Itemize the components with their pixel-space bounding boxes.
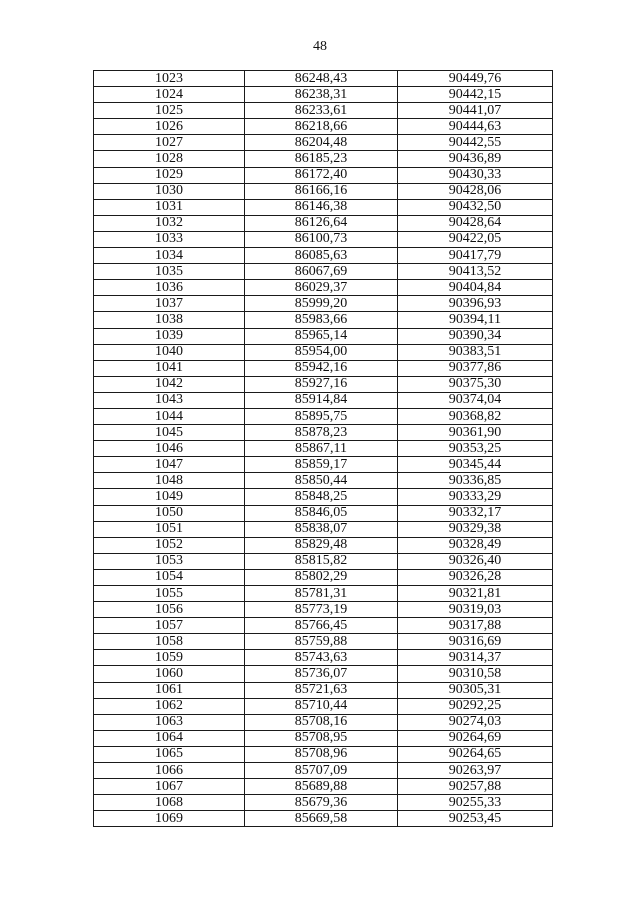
point-number-cell: 1053 xyxy=(94,553,245,569)
y-coordinate-cell: 90255,33 xyxy=(398,795,553,811)
x-coordinate-cell: 85846,05 xyxy=(245,505,398,521)
table-row xyxy=(94,811,553,827)
coordinates-table-body xyxy=(94,71,553,827)
point-number-cell: 1060 xyxy=(94,666,245,682)
x-coordinate-cell: 86067,69 xyxy=(245,264,398,280)
point-number-cell: 1023 xyxy=(94,71,245,87)
y-coordinate-cell: 90383,51 xyxy=(398,344,553,360)
y-coordinate-cell: 90328,49 xyxy=(398,537,553,553)
y-coordinate-cell: 90264,65 xyxy=(398,746,553,762)
point-number-cell: 1034 xyxy=(94,248,245,264)
table-row xyxy=(94,344,553,360)
table-row xyxy=(94,521,553,537)
point-number-cell: 1050 xyxy=(94,505,245,521)
table-row xyxy=(94,425,553,441)
table-row xyxy=(94,312,553,328)
y-coordinate-cell: 90396,93 xyxy=(398,296,553,312)
y-coordinate-cell: 90444,63 xyxy=(398,119,553,135)
table-row xyxy=(94,489,553,505)
point-number-cell: 1026 xyxy=(94,119,245,135)
x-coordinate-cell: 85773,19 xyxy=(245,602,398,618)
x-coordinate-cell: 85689,88 xyxy=(245,779,398,795)
y-coordinate-cell: 90336,85 xyxy=(398,473,553,489)
point-number-cell: 1056 xyxy=(94,602,245,618)
table-row xyxy=(94,71,553,87)
x-coordinate-cell: 86146,38 xyxy=(245,199,398,215)
y-coordinate-cell: 90305,31 xyxy=(398,682,553,698)
y-coordinate-cell: 90316,69 xyxy=(398,634,553,650)
x-coordinate-cell: 86029,37 xyxy=(245,280,398,296)
point-number-cell: 1068 xyxy=(94,795,245,811)
table-row xyxy=(94,537,553,553)
y-coordinate-cell: 90377,86 xyxy=(398,360,553,376)
x-coordinate-cell: 85721,63 xyxy=(245,682,398,698)
y-coordinate-cell: 90413,52 xyxy=(398,264,553,280)
y-coordinate-cell: 90442,55 xyxy=(398,135,553,151)
x-coordinate-cell: 85708,16 xyxy=(245,714,398,730)
y-coordinate-cell: 90263,97 xyxy=(398,763,553,779)
table-row xyxy=(94,746,553,762)
y-coordinate-cell: 90310,58 xyxy=(398,666,553,682)
point-number-cell: 1069 xyxy=(94,811,245,827)
y-coordinate-cell: 90449,76 xyxy=(398,71,553,87)
y-coordinate-cell: 90321,81 xyxy=(398,586,553,602)
table-row xyxy=(94,280,553,296)
x-coordinate-cell: 86238,31 xyxy=(245,87,398,103)
table-row xyxy=(94,698,553,714)
x-coordinate-cell: 86172,40 xyxy=(245,167,398,183)
x-coordinate-cell: 85781,31 xyxy=(245,586,398,602)
point-number-cell: 1032 xyxy=(94,215,245,231)
x-coordinate-cell: 85802,29 xyxy=(245,569,398,585)
table-row xyxy=(94,167,553,183)
y-coordinate-cell: 90417,79 xyxy=(398,248,553,264)
x-coordinate-cell: 85710,44 xyxy=(245,698,398,714)
y-coordinate-cell: 90319,03 xyxy=(398,602,553,618)
point-number-cell: 1046 xyxy=(94,441,245,457)
x-coordinate-cell: 85927,16 xyxy=(245,376,398,392)
x-coordinate-cell: 85965,14 xyxy=(245,328,398,344)
x-coordinate-cell: 85838,07 xyxy=(245,521,398,537)
table-row xyxy=(94,553,553,569)
point-number-cell: 1042 xyxy=(94,376,245,392)
point-number-cell: 1036 xyxy=(94,280,245,296)
x-coordinate-cell: 85983,66 xyxy=(245,312,398,328)
x-coordinate-cell: 85679,36 xyxy=(245,795,398,811)
table-row xyxy=(94,618,553,634)
x-coordinate-cell: 85999,20 xyxy=(245,296,398,312)
x-coordinate-cell: 86233,61 xyxy=(245,103,398,119)
table-row xyxy=(94,602,553,618)
table-row xyxy=(94,248,553,264)
x-coordinate-cell: 85759,88 xyxy=(245,634,398,650)
point-number-cell: 1029 xyxy=(94,167,245,183)
y-coordinate-cell: 90333,29 xyxy=(398,489,553,505)
table-row xyxy=(94,87,553,103)
x-coordinate-cell: 85766,45 xyxy=(245,618,398,634)
y-coordinate-cell: 90375,30 xyxy=(398,376,553,392)
table-row xyxy=(94,763,553,779)
y-coordinate-cell: 90442,15 xyxy=(398,87,553,103)
x-coordinate-cell: 86218,66 xyxy=(245,119,398,135)
x-coordinate-cell: 85954,00 xyxy=(245,344,398,360)
y-coordinate-cell: 90361,90 xyxy=(398,425,553,441)
x-coordinate-cell: 85829,48 xyxy=(245,537,398,553)
point-number-cell: 1059 xyxy=(94,650,245,666)
y-coordinate-cell: 90292,25 xyxy=(398,698,553,714)
table-row xyxy=(94,215,553,231)
table-row xyxy=(94,682,553,698)
table-row xyxy=(94,296,553,312)
table-row xyxy=(94,183,553,199)
x-coordinate-cell: 86204,48 xyxy=(245,135,398,151)
point-number-cell: 1061 xyxy=(94,682,245,698)
x-coordinate-cell: 85736,07 xyxy=(245,666,398,682)
point-number-cell: 1035 xyxy=(94,264,245,280)
x-coordinate-cell: 85878,23 xyxy=(245,425,398,441)
x-coordinate-cell: 85942,16 xyxy=(245,360,398,376)
y-coordinate-cell: 90436,89 xyxy=(398,151,553,167)
x-coordinate-cell: 86100,73 xyxy=(245,231,398,247)
table-row xyxy=(94,586,553,602)
table-row xyxy=(94,473,553,489)
point-number-cell: 1039 xyxy=(94,328,245,344)
point-number-cell: 1048 xyxy=(94,473,245,489)
table-row xyxy=(94,779,553,795)
coordinates-table xyxy=(93,70,553,827)
point-number-cell: 1024 xyxy=(94,87,245,103)
point-number-cell: 1031 xyxy=(94,199,245,215)
x-coordinate-cell: 85859,17 xyxy=(245,457,398,473)
point-number-cell: 1038 xyxy=(94,312,245,328)
table-row xyxy=(94,135,553,151)
x-coordinate-cell: 85848,25 xyxy=(245,489,398,505)
table-row xyxy=(94,103,553,119)
y-coordinate-cell: 90314,37 xyxy=(398,650,553,666)
table-row xyxy=(94,328,553,344)
y-coordinate-cell: 90353,25 xyxy=(398,441,553,457)
point-number-cell: 1051 xyxy=(94,521,245,537)
point-number-cell: 1063 xyxy=(94,714,245,730)
y-coordinate-cell: 90428,64 xyxy=(398,215,553,231)
table-row xyxy=(94,569,553,585)
y-coordinate-cell: 90253,45 xyxy=(398,811,553,827)
y-coordinate-cell: 90329,38 xyxy=(398,521,553,537)
table-row xyxy=(94,264,553,280)
x-coordinate-cell: 86085,63 xyxy=(245,248,398,264)
x-coordinate-cell: 85743,63 xyxy=(245,650,398,666)
point-number-cell: 1049 xyxy=(94,489,245,505)
point-number-cell: 1064 xyxy=(94,730,245,746)
y-coordinate-cell: 90430,33 xyxy=(398,167,553,183)
table-row xyxy=(94,231,553,247)
table-row xyxy=(94,795,553,811)
x-coordinate-cell: 85895,75 xyxy=(245,408,398,424)
point-number-cell: 1025 xyxy=(94,103,245,119)
point-number-cell: 1044 xyxy=(94,408,245,424)
point-number-cell: 1062 xyxy=(94,698,245,714)
table-row xyxy=(94,505,553,521)
point-number-cell: 1041 xyxy=(94,360,245,376)
table-row xyxy=(94,199,553,215)
table-row xyxy=(94,376,553,392)
y-coordinate-cell: 90428,06 xyxy=(398,183,553,199)
point-number-cell: 1033 xyxy=(94,231,245,247)
x-coordinate-cell: 85850,44 xyxy=(245,473,398,489)
point-number-cell: 1045 xyxy=(94,425,245,441)
point-number-cell: 1037 xyxy=(94,296,245,312)
x-coordinate-cell: 86248,43 xyxy=(245,71,398,87)
point-number-cell: 1067 xyxy=(94,779,245,795)
x-coordinate-cell: 85815,82 xyxy=(245,553,398,569)
y-coordinate-cell: 90432,50 xyxy=(398,199,553,215)
point-number-cell: 1052 xyxy=(94,537,245,553)
table-row xyxy=(94,441,553,457)
x-coordinate-cell: 85669,58 xyxy=(245,811,398,827)
table-row xyxy=(94,360,553,376)
table-row xyxy=(94,392,553,408)
point-number-cell: 1065 xyxy=(94,746,245,762)
point-number-cell: 1055 xyxy=(94,586,245,602)
y-coordinate-cell: 90326,40 xyxy=(398,553,553,569)
y-coordinate-cell: 90441,07 xyxy=(398,103,553,119)
y-coordinate-cell: 90326,28 xyxy=(398,569,553,585)
point-number-cell: 1054 xyxy=(94,569,245,585)
point-number-cell: 1043 xyxy=(94,392,245,408)
y-coordinate-cell: 90257,88 xyxy=(398,779,553,795)
table-row xyxy=(94,714,553,730)
x-coordinate-cell: 86126,64 xyxy=(245,215,398,231)
y-coordinate-cell: 90394,11 xyxy=(398,312,553,328)
point-number-cell: 1040 xyxy=(94,344,245,360)
y-coordinate-cell: 90317,88 xyxy=(398,618,553,634)
y-coordinate-cell: 90368,82 xyxy=(398,408,553,424)
y-coordinate-cell: 90374,04 xyxy=(398,392,553,408)
y-coordinate-cell: 90422,05 xyxy=(398,231,553,247)
x-coordinate-cell: 85707,09 xyxy=(245,763,398,779)
point-number-cell: 1028 xyxy=(94,151,245,167)
table-row xyxy=(94,457,553,473)
y-coordinate-cell: 90264,69 xyxy=(398,730,553,746)
y-coordinate-cell: 90332,17 xyxy=(398,505,553,521)
x-coordinate-cell: 86185,23 xyxy=(245,151,398,167)
table-row xyxy=(94,151,553,167)
y-coordinate-cell: 90345,44 xyxy=(398,457,553,473)
x-coordinate-cell: 85708,96 xyxy=(245,746,398,762)
y-coordinate-cell: 90274,03 xyxy=(398,714,553,730)
table-row xyxy=(94,119,553,135)
x-coordinate-cell: 86166,16 xyxy=(245,183,398,199)
table-row xyxy=(94,666,553,682)
x-coordinate-cell: 85914,84 xyxy=(245,392,398,408)
y-coordinate-cell: 90390,34 xyxy=(398,328,553,344)
y-coordinate-cell: 90404,84 xyxy=(398,280,553,296)
table-row xyxy=(94,408,553,424)
page-number: 48 xyxy=(313,39,327,54)
x-coordinate-cell: 85708,95 xyxy=(245,730,398,746)
point-number-cell: 1066 xyxy=(94,763,245,779)
point-number-cell: 1058 xyxy=(94,634,245,650)
x-coordinate-cell: 85867,11 xyxy=(245,441,398,457)
point-number-cell: 1057 xyxy=(94,618,245,634)
point-number-cell: 1027 xyxy=(94,135,245,151)
point-number-cell: 1030 xyxy=(94,183,245,199)
table-row xyxy=(94,730,553,746)
table-row xyxy=(94,650,553,666)
table-row xyxy=(94,634,553,650)
point-number-cell: 1047 xyxy=(94,457,245,473)
